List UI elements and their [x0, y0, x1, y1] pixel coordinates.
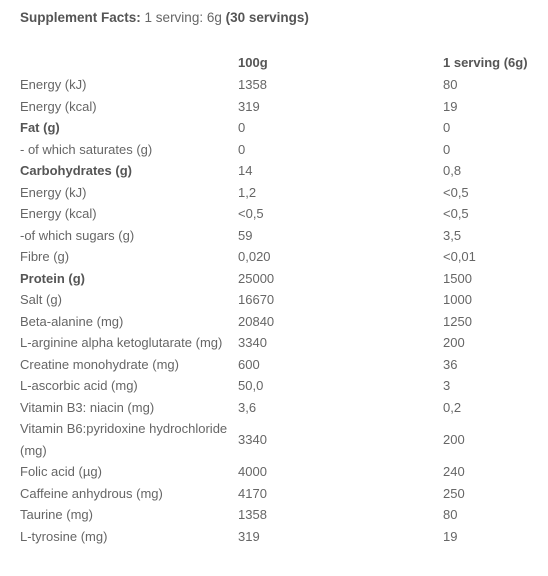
value-per-serving: 3 — [443, 378, 451, 393]
value-per-serving: 1250 — [443, 313, 472, 329]
value-per-100g: 50,0 — [238, 378, 264, 393]
value-per-serving: 240 — [443, 464, 465, 479]
table-row — [20, 375, 530, 397]
value-per-100g: 3,6 — [238, 399, 257, 415]
table-row — [20, 397, 530, 419]
table-row — [20, 332, 530, 354]
value-per-serving: 1500 — [443, 270, 472, 286]
value-per-100g: 16670 — [238, 292, 275, 307]
table-row — [20, 461, 530, 483]
nutrient-label: Fat (g) — [20, 120, 60, 135]
value-per-100g: 319 — [238, 528, 260, 544]
table-row — [20, 268, 530, 290]
nutrient-label: L-ascorbic acid (mg) — [20, 378, 138, 393]
nutrient-label: Taurine (mg) — [20, 507, 93, 522]
table-row — [20, 160, 530, 182]
table-row — [20, 526, 530, 548]
value-per-100g: 0,020 — [238, 249, 271, 264]
value-per-100g: 4000 — [238, 464, 267, 479]
nutrient-label: Protein (g) — [20, 270, 85, 286]
table-row — [20, 504, 530, 526]
value-per-serving: 80 — [443, 507, 458, 522]
value-per-100g: 1,2 — [238, 184, 257, 200]
value-per-serving: 19 — [443, 98, 458, 114]
nutrient-label: Vitamin B3: niacin (mg) — [20, 399, 155, 415]
column-header-per-100g: 100g — [238, 55, 268, 71]
value-per-100g: 1358 — [238, 77, 267, 92]
value-per-100g: 4170 — [238, 485, 267, 501]
value-per-serving: 0 — [443, 120, 451, 135]
nutrient-label: Energy (kJ) — [20, 77, 87, 92]
table-body — [20, 74, 530, 547]
nutrient-label: Folic acid (µg) — [20, 464, 102, 479]
value-per-serving: 80 — [443, 77, 458, 92]
heading-serving-text: 1 serving: 6g — [144, 10, 222, 25]
table-row — [20, 96, 530, 118]
value-per-serving: 250 — [443, 485, 465, 501]
value-per-100g: 59 — [238, 227, 253, 243]
value-per-serving: <0,5 — [443, 206, 469, 221]
table-row — [20, 354, 530, 376]
nutrient-label: Creatine monohydrate (mg) — [20, 356, 179, 372]
column-header-nutrient — [20, 52, 238, 74]
nutrient-label: Salt (g) — [20, 292, 62, 307]
nutrient-label: -of which sugars (g) — [20, 227, 135, 243]
value-per-serving: 200 — [443, 335, 465, 350]
nutrient-label: Carbohydrates (g) — [20, 163, 132, 178]
table-row — [20, 483, 530, 505]
value-per-serving: 36 — [443, 356, 458, 372]
value-per-serving: 0,8 — [443, 163, 462, 178]
nutrient-label: Energy (kcal) — [20, 98, 97, 114]
table-row — [20, 74, 530, 96]
value-per-serving: 1000 — [443, 292, 472, 307]
table-row — [20, 418, 530, 461]
heading-title: Supplement Facts: — [20, 10, 141, 25]
supplement-facts-heading — [20, 10, 309, 25]
value-per-100g: 3340 — [238, 335, 267, 350]
value-per-serving: 0,2 — [443, 399, 462, 415]
value-per-serving: <0,01 — [443, 249, 476, 264]
table-row — [20, 289, 530, 311]
value-per-serving: <0,5 — [443, 184, 469, 200]
value-per-100g: 319 — [238, 98, 260, 114]
table-row — [20, 203, 530, 225]
value-per-serving: 200 — [443, 431, 465, 447]
nutrient-label: Energy (kcal) — [20, 206, 97, 221]
table-row — [20, 139, 530, 161]
value-per-100g: 1358 — [238, 507, 267, 522]
table-row — [20, 246, 530, 268]
value-per-100g: 3340 — [238, 431, 267, 447]
table-row — [20, 311, 530, 333]
nutrient-label: Energy (kJ) — [20, 184, 87, 200]
value-per-100g: 20840 — [238, 313, 275, 329]
table-header-row — [20, 52, 530, 74]
value-per-100g: 600 — [238, 356, 260, 372]
nutrient-label: Vitamin B6:pyridoxine hydrochloride (mg) — [20, 421, 228, 458]
column-header-per-serving: 1 serving (6g) — [443, 55, 528, 71]
table-row — [20, 182, 530, 204]
nutrient-label: L-tyrosine (mg) — [20, 528, 108, 544]
nutrient-label: Fibre (g) — [20, 249, 70, 264]
value-per-100g: 0 — [238, 120, 246, 135]
nutrient-label: Beta-alanine (mg) — [20, 313, 124, 329]
value-per-100g: 14 — [238, 163, 253, 178]
value-per-100g: <0,5 — [238, 206, 264, 221]
value-per-100g: 25000 — [238, 270, 275, 286]
table-row — [20, 117, 530, 139]
value-per-serving: 3,5 — [443, 227, 462, 243]
nutrient-label: Caffeine anhydrous (mg) — [20, 485, 163, 501]
heading-servings-count: (30 servings) — [225, 10, 309, 25]
value-per-100g: 0 — [238, 141, 246, 157]
nutrient-label: L-arginine alpha ketoglutarate (mg) — [20, 335, 223, 350]
table-row — [20, 225, 530, 247]
supplement-facts-table — [20, 52, 530, 547]
nutrient-label: - of which saturates (g) — [20, 141, 153, 157]
value-per-serving: 19 — [443, 528, 458, 544]
value-per-serving: 0 — [443, 141, 451, 157]
